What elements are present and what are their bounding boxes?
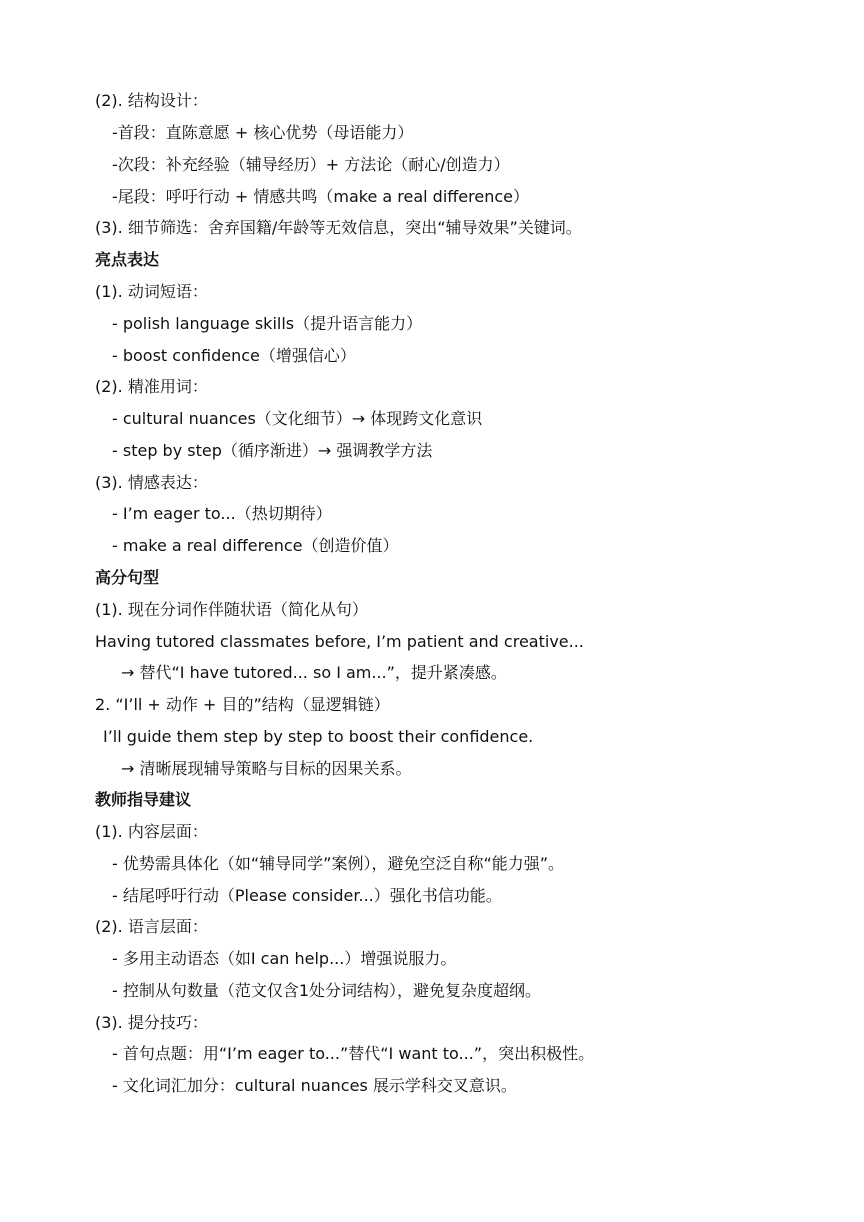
scoring-tip-item: - 文化词汇加分：cultural nuances 展示学科交叉意识。: [112, 1076, 517, 1095]
purpose-explanation: → 清晰展现辅导策略与目标的因果关系。: [121, 759, 412, 778]
language-level-heading: (2). 语言层面：: [95, 917, 208, 936]
participle-pattern-heading: (1). 现在分词作伴随状语（简化从句）: [95, 600, 368, 619]
content-level-item: - 优势需具体化（如“辅导同学”案例），避免空泛自称“能力强”。: [112, 854, 565, 873]
content-level-item: - 结尾呼吁行动（Please consider...）强化书信功能。: [112, 886, 502, 905]
verb-phrase-item: - polish language skills（提升语言能力）: [112, 314, 423, 333]
structure-first-paragraph: -首段：直陈意愿 + 核心优势（母语能力）: [112, 123, 414, 142]
verb-phrases-heading: (1). 动词短语：: [95, 282, 208, 301]
emotional-expression-item: - make a real difference（创造价值）: [112, 536, 399, 555]
precise-wording-heading: (2). 精准用词：: [95, 377, 208, 396]
scoring-tips-heading: (3). 提分技巧：: [95, 1013, 208, 1032]
precise-wording-item: - cultural nuances（文化细节）→ 体现跨文化意识: [112, 409, 483, 428]
structure-second-paragraph: -次段：补充经验（辅导经历）+ 方法论（耐心/创造力）: [112, 155, 510, 174]
verb-phrase-item: - boost confidence（增强信心）: [112, 346, 356, 365]
high-score-sentences-heading: 高分句型: [95, 568, 160, 587]
content-level-heading: (1). 内容层面：: [95, 822, 208, 841]
scoring-tip-item: - 首句点题：用“I’m eager to...”替代“I want to...”，突出积极性。: [112, 1044, 595, 1063]
structure-last-paragraph: -尾段：呼吁行动 + 情感共鸣（make a real difference）: [112, 187, 529, 206]
precise-wording-item: - step by step（循序渐进）→ 强调教学方法: [112, 441, 433, 460]
purpose-pattern-heading: 2. “I’ll + 动作 + 目的”结构（显逻辑链）: [95, 695, 390, 714]
structure-design-heading: (2). 结构设计：: [95, 91, 208, 110]
emotional-expression-item: - I’m eager to...（热切期待）: [112, 504, 332, 523]
teacher-advice-heading: 教师指导建议: [95, 790, 192, 809]
highlights-section-heading: 亮点表达: [95, 250, 160, 269]
participle-explanation: → 替代“I have tutored... so I am...”，提升紧凑感。: [121, 663, 507, 682]
purpose-example-sentence: I’ll guide them step by step to boost their confidence.: [103, 727, 534, 746]
participle-example-sentence: Having tutored classmates before, I’m patient and creative...: [95, 632, 584, 651]
language-level-item: - 控制从句数量（范文仅含1处分词结构），避免复杂度超纲。: [112, 981, 542, 1000]
language-level-item: - 多用主动语态（如I can help...）增强说服力。: [112, 949, 457, 968]
emotional-expression-heading: (3). 情感表达：: [95, 473, 208, 492]
detail-selection-line: (3). 细节筛选：舍弃国籍/年龄等无效信息，突出“辅导效果”关键词。: [95, 218, 582, 237]
